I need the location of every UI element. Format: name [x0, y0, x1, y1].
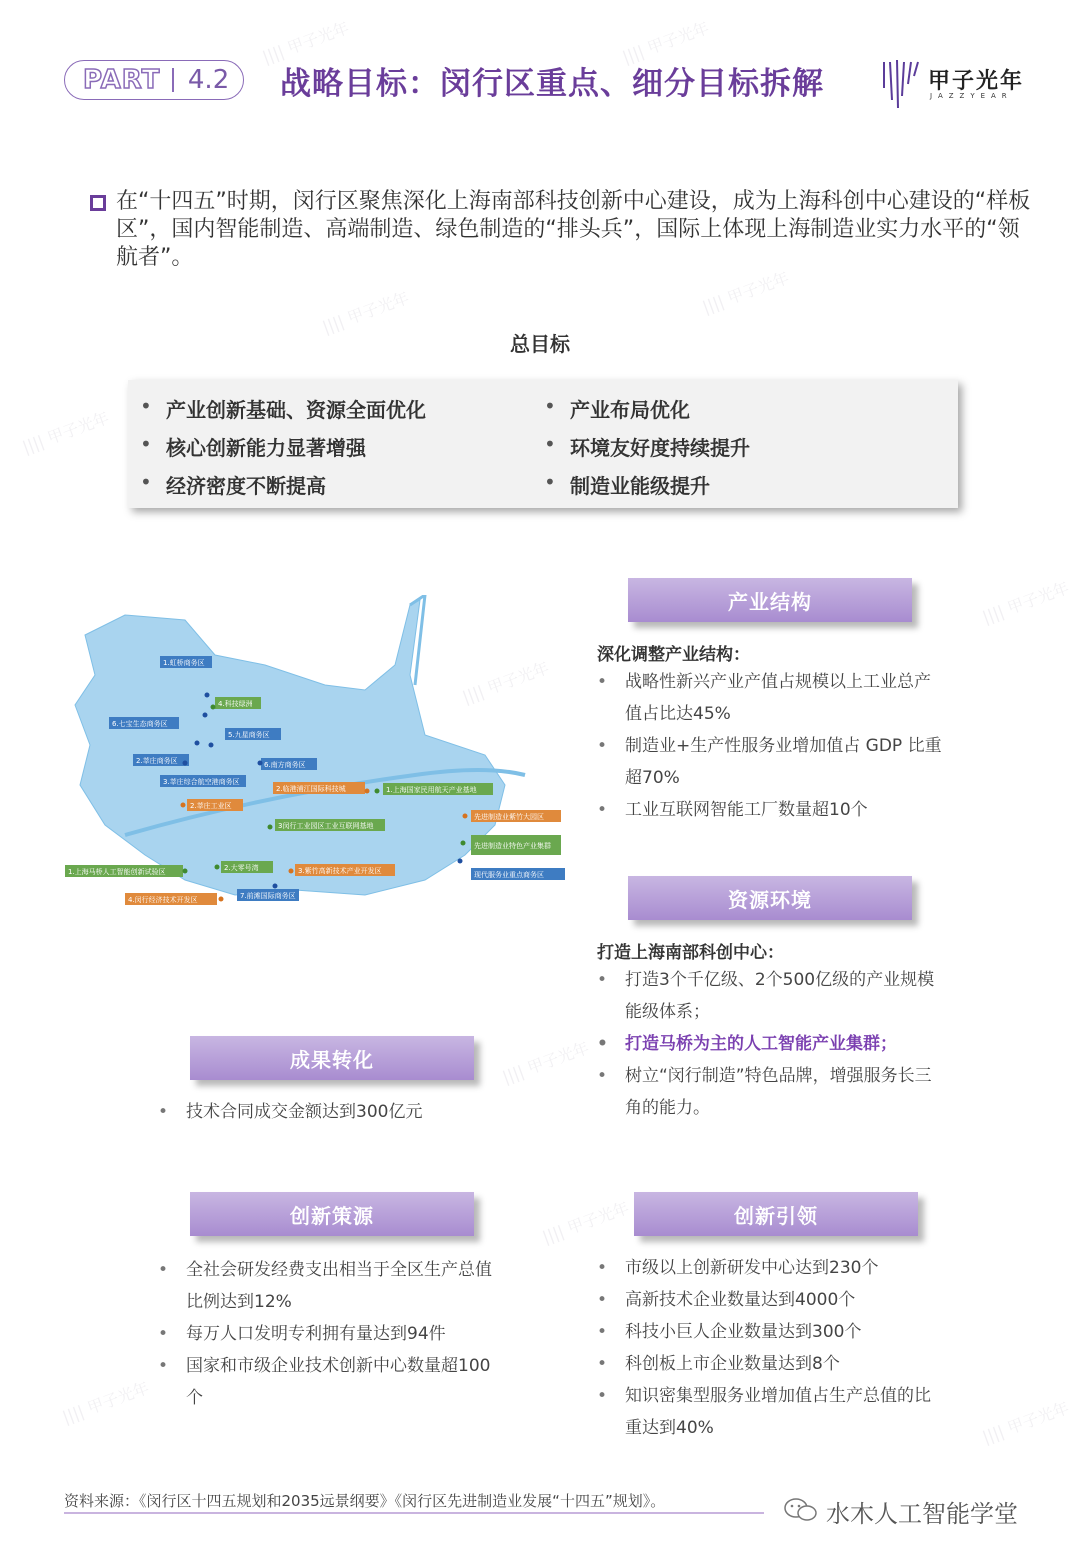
map-label: 3闵行工业园区工业互联网基地	[278, 822, 374, 830]
map-label: 4.闵行经济技术开发区	[128, 896, 198, 904]
watermark: |||| 甲子光年	[979, 1398, 1072, 1447]
industry-structure-subtitle: 深化调整产业结构：	[597, 645, 750, 665]
overall-goal-box	[128, 380, 958, 508]
map-label: 2.临港浦江国际科技城	[276, 785, 346, 793]
innovation-source-tag: 创新策源	[190, 1192, 474, 1236]
map-label: 1.上海马桥人工智能创新试验区	[68, 868, 166, 876]
watermark: |||| 甲子光年	[59, 1378, 152, 1427]
part-label: PART	[83, 65, 161, 95]
list-item: • 每万人口发明专利拥有量达到94件	[158, 1318, 498, 1350]
map-label: 4.科技绿洲	[218, 700, 253, 708]
watermark: |||| 甲子光年	[619, 18, 712, 67]
wechat-icon	[784, 1498, 818, 1522]
map-label: 5.九星商务区	[228, 731, 270, 739]
list-item: • 树立“闵行制造”特色品牌，增强服务长三角的能力。	[597, 1060, 947, 1124]
resource-environment-subtitle: 打造上海南部科创中心：	[597, 943, 784, 963]
resource-environment-list	[597, 964, 947, 1124]
achievement-list	[158, 1096, 538, 1128]
map-label: 2.大零号湾	[224, 864, 259, 872]
logo-bars-icon	[880, 58, 920, 108]
part-divider	[172, 68, 174, 92]
part-badge	[64, 60, 244, 100]
list-item: • 技术合同成交金额达到300亿元	[158, 1096, 538, 1128]
logo-text-en: JAZZYEAR	[930, 92, 1013, 100]
part-number: 4.2	[187, 65, 230, 95]
industry-structure-list	[597, 666, 947, 826]
map-label: 6.南方商务区	[264, 761, 306, 769]
list-item: • 科创板上市企业数量达到8个	[597, 1348, 947, 1380]
goal-item: • 产业创新基础、资源全面优化	[166, 394, 426, 423]
wechat-account-name: 水木人工智能学堂	[826, 1500, 1018, 1528]
map-label: 1.上海国家民用航天产业基地	[386, 786, 477, 794]
list-item: • 制造业+生产性服务业增加值占 GDP 比重超70%	[597, 730, 947, 794]
map-label: 先进制造业紫竹大园区	[474, 813, 544, 821]
goal-item: • 制造业能级提升	[570, 470, 710, 499]
goal-item: • 环境友好度持续提升	[570, 432, 750, 461]
intro-text: 在“十四五”时期，闵行区聚焦深化上海南部科技创新中心建设，成为上海科创中心建设的“样板区”，国内智能制造、高端制造、绿色制造的“排头兵”，国际上体现上海制造业实力水平的“领航者”。	[116, 189, 1031, 270]
map-label: 先进制造业特色产业集群	[474, 842, 551, 850]
list-item: • 市级以上创新研发中心达到230个	[597, 1252, 947, 1284]
watermark: |||| 甲子光年	[979, 578, 1072, 627]
overall-goal-title: 总目标	[510, 332, 570, 356]
innovation-lead-tag: 创新引领	[634, 1192, 918, 1236]
watermark: |||| 甲子光年	[259, 18, 352, 67]
innovation-source-list	[158, 1254, 498, 1414]
map-label: 现代服务业重点商务区	[474, 871, 544, 879]
list-item: • 科技小巨人企业数量达到300个	[597, 1316, 947, 1348]
map-label: 3.莘庄综合航空港商务区	[163, 778, 240, 786]
watermark: |||| 甲子光年	[499, 1038, 592, 1087]
watermark: |||| 甲子光年	[19, 408, 112, 457]
map-label: 1.虹桥商务区	[163, 659, 205, 667]
square-bullet-icon	[90, 195, 106, 211]
footer-divider	[64, 1512, 764, 1514]
watermark: |||| 甲子光年	[319, 288, 412, 337]
watermark: |||| 甲子光年	[699, 268, 792, 317]
goal-item: • 核心创新能力显著增强	[166, 432, 366, 461]
list-item: • 战略性新兴产业产值占规模以上工业总产值占比达45%	[597, 666, 947, 730]
map-label: 2.莘庄工业区	[190, 802, 232, 810]
list-item: • 工业互联网智能工厂数量超10个	[597, 794, 947, 826]
goal-item: • 经济密度不断提高	[166, 470, 326, 499]
achievement-tag: 成果转化	[190, 1036, 474, 1080]
watermark: |||| 甲子光年	[539, 1198, 632, 1247]
district-map	[65, 595, 575, 925]
goal-item: • 产业布局优化	[570, 394, 690, 423]
innovation-lead-list	[597, 1252, 947, 1444]
map-label: 6.七宝生态商务区	[112, 720, 168, 728]
logo-text: 甲子光年	[928, 68, 1025, 94]
source-note: 资料来源：《闵行区十四五规划和2035远景纲要》《闵行区先进制造业发展“十四五”规划》。	[64, 1492, 666, 1510]
map-label: 2.莘庄商务区	[136, 757, 178, 765]
list-item: • 全社会研发经费支出相当于全区生产总值比例达到12%	[158, 1254, 498, 1318]
watermark: |||| 甲子光年	[459, 658, 552, 707]
map-label: 7.前滩国际商务区	[240, 892, 296, 900]
list-item: • 国家和市级企业技术创新中心数量超100个	[158, 1350, 498, 1414]
page-title: 战略目标：闵行区重点、细分目标拆解	[280, 66, 824, 102]
list-item: • 打造3个千亿级、2个500亿级的产业规模能级体系；	[597, 964, 947, 1028]
list-item: • 知识密集型服务业增加值占生产总值的比重达到40%	[597, 1380, 947, 1444]
map-label: 3.紫竹高新技术产业开发区	[298, 867, 382, 875]
resource-environment-tag: 资源环境	[628, 876, 912, 920]
industry-structure-tag: 产业结构	[628, 578, 912, 622]
list-item: • 高新技术企业数量达到4000个	[597, 1284, 947, 1316]
list-item-highlight: • 打造马桥为主的人工智能产业集群；	[597, 1028, 947, 1060]
